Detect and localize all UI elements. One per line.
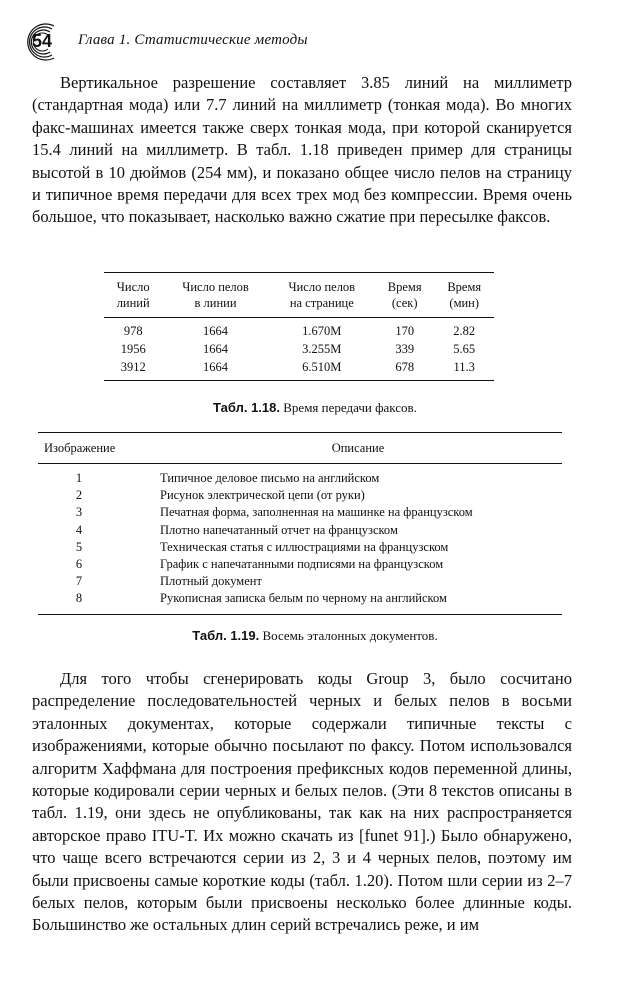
caption-label: Табл. 1.18. — [213, 400, 280, 415]
table-cell: 4 — [75, 522, 83, 537]
fax-transmission-table — [104, 272, 494, 381]
table-cell: 1 — [75, 471, 83, 485]
table-cell: Рисунок электрической цепи (от руки) — [160, 488, 365, 503]
table-cell: Типичное деловое письмо на английском — [160, 471, 380, 485]
table-row — [104, 358, 494, 381]
table-cell: 1956 — [120, 342, 146, 356]
reference-documents-table — [38, 432, 562, 615]
table-row — [38, 539, 562, 556]
caption-text: Восемь эталонных документов. — [262, 628, 438, 643]
table-caption-1-18 — [0, 400, 630, 416]
header-pels-per-line: Число пелов в линии — [162, 273, 268, 318]
table-cell: Рукописная записка белым по черному на английском — [160, 591, 447, 606]
table-cell: 1664 — [203, 324, 229, 338]
table-row — [104, 340, 494, 358]
caption-label: Табл. 1.19. — [192, 628, 260, 643]
table-row — [38, 573, 562, 590]
paragraph-group3: Для того чтобы сгенерировать коды Group 3, было сосчитано распределение последовательностей черных и белых пелов в восьми эталонных документах, которые содержали типичные тексты с изображениями, которые обычно посылают по факсу. Потом использовался алгоритм Хаффмана для построения префиксных кодов переменной длины, которые кодировали серии черных и белых пелов. (Эти 8 текстов описаны в табл. 1.19, они здесь не опубликованы, так как на них распространяется авторское право ITU-T. Их можно скачать из [funet 91].) Было обнаружено, что чаще всего встречаются серии из 2, 3 и 4 черных пелов, поэтому им были присвоены самые короткие коды (табл. 1.20). Потом шли серии из 2–7 белых пелов, которым были присвоены несколько более длинные коды. Большинство же остальных длин серий встречались реже, и им — [32, 669, 572, 935]
table-row — [38, 504, 562, 521]
table-cell: Печатная форма, заполненная на машинке на французском — [160, 505, 473, 520]
table-cell: 8 — [75, 591, 83, 606]
table-cell: 1664 — [203, 360, 229, 374]
table-cell: 1.670M — [302, 324, 342, 338]
table-row — [38, 487, 562, 504]
table-row — [104, 318, 494, 341]
table-cell: 3.255M — [302, 342, 342, 356]
table-cell: 11.3 — [453, 360, 475, 374]
table-cell: 978 — [123, 324, 143, 338]
table-cell: 3 — [75, 505, 83, 520]
page-number-badge — [18, 22, 66, 62]
header-time-min: Время (мин) — [434, 273, 494, 318]
table-cell: 6 — [75, 557, 83, 572]
header-time-sec: Время (сек) — [375, 273, 435, 318]
table-row — [38, 522, 562, 539]
table-cell: 678 — [395, 360, 415, 374]
paragraph-intro: Вертикальное разрешение составляет 3.85 линий на миллиметр (стандартная мода) или 7.7 линий на миллиметр (тонкая мода). Во многих факс-машинах имеется также сверх тонкая мода, при которой сканируется 15.4 линий на миллиметр. В табл. 1.18 приведен пример для страницы высотой в 10 дюймов (254 мм), и показано общее число пелов на страницу и типичное время передачи для всех трех мод без компрессии. Время очень большое, что показывает, насколько важно сжатие при пересылке факсов. — [32, 73, 572, 227]
header-description: Описание — [154, 433, 562, 464]
chapter-title: Глава 1. Статистические методы — [78, 32, 308, 48]
table-row — [38, 464, 562, 488]
header-image: Изображение — [38, 433, 154, 464]
table-caption-1-19 — [0, 628, 630, 644]
caption-text: Время передачи факсов. — [283, 400, 417, 415]
table-cell: 3912 — [120, 360, 146, 374]
table-cell: Техническая статья с иллюстрациями на французском — [160, 539, 449, 554]
table-cell: 6.510M — [302, 360, 342, 374]
table-cell: 1664 — [203, 342, 229, 356]
page-header — [18, 22, 578, 62]
table-cell: 7 — [75, 574, 83, 589]
table-cell: 2.82 — [453, 324, 476, 338]
page-number: 54 — [32, 31, 53, 51]
table-row — [38, 556, 562, 573]
header-pels-per-page: Число пелов на странице — [269, 273, 375, 318]
table-cell: График с напечатанными подписями на французском — [160, 557, 444, 572]
table-cell: 2 — [75, 488, 83, 503]
table-header-row — [104, 273, 494, 318]
table-cell: Плотно напечатанный отчет на французском — [160, 522, 398, 537]
header-lines: Число линий — [104, 273, 162, 318]
table-header-row — [38, 433, 562, 464]
table-cell: 5 — [75, 539, 83, 554]
table-cell: 339 — [395, 342, 415, 356]
table-cell: Плотный документ — [160, 574, 262, 589]
table-cell: 170 — [395, 324, 415, 338]
table-cell: 5.65 — [453, 342, 476, 356]
table-row — [38, 590, 562, 614]
